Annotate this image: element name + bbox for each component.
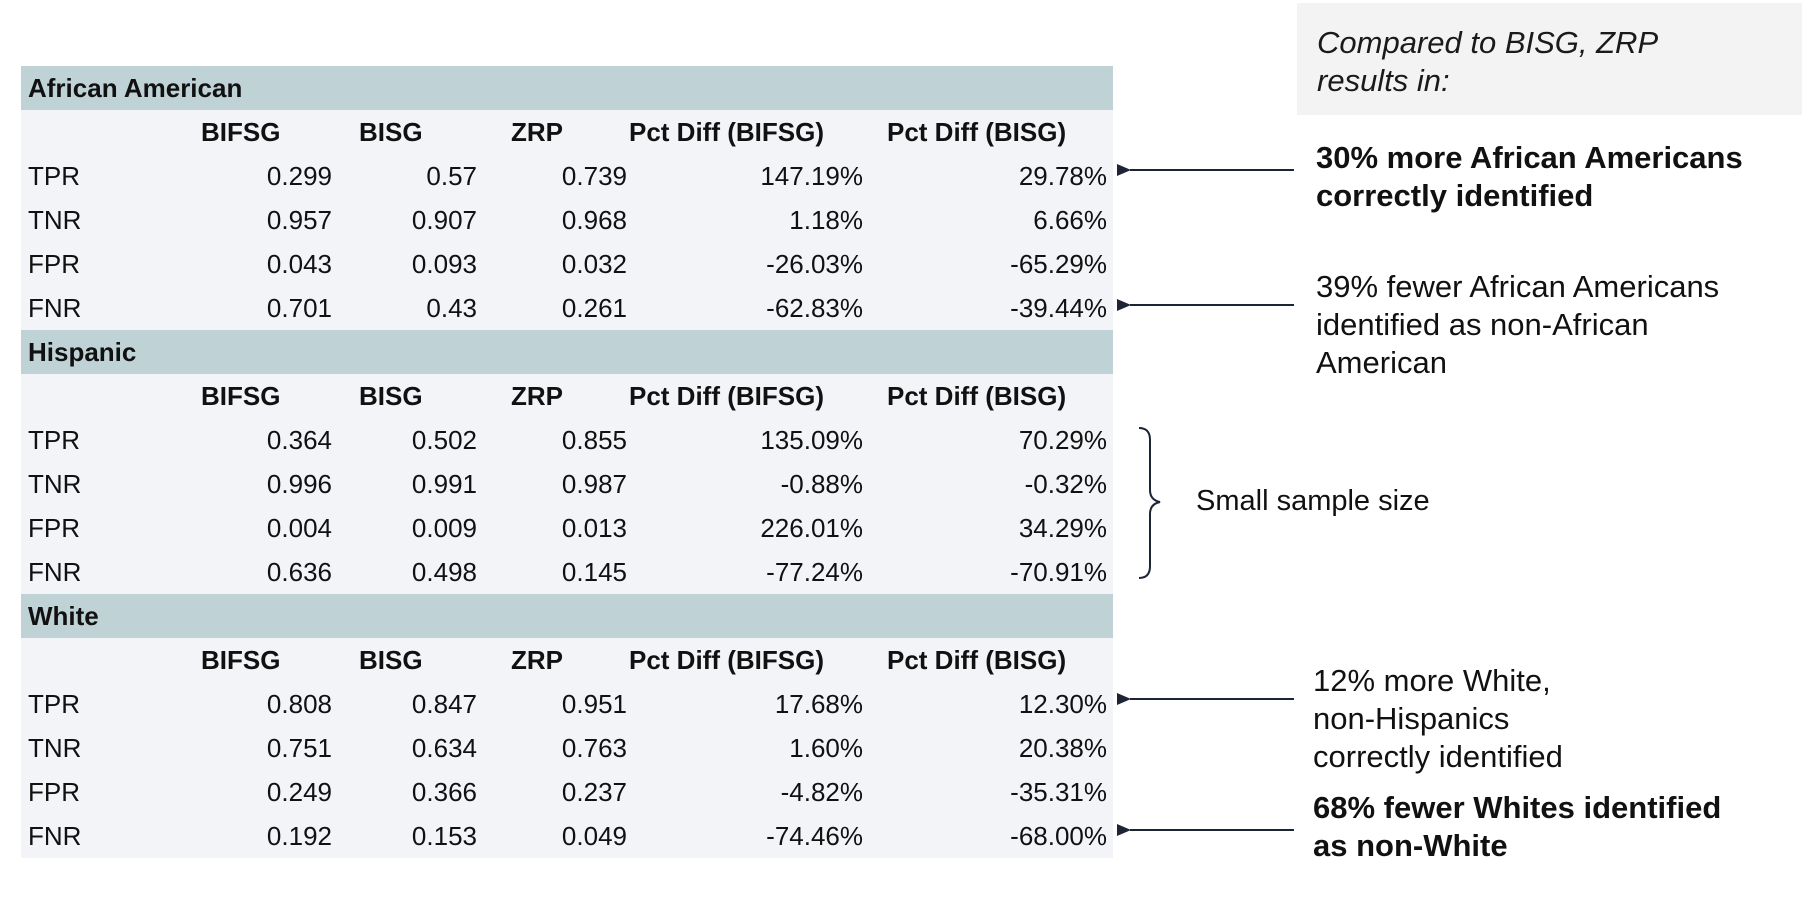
cell-bisg: 0.57 xyxy=(426,161,477,191)
cell-pct-diff-bisg: 6.66% xyxy=(1033,205,1107,235)
cell-metric: FPR xyxy=(28,249,80,279)
header-bifsg: BIFSG xyxy=(201,381,281,411)
cell-metric: FNR xyxy=(28,821,82,851)
cell-bifsg: 0.808 xyxy=(266,689,332,719)
cell-metric: TPR xyxy=(28,161,80,191)
header-zrp: ZRP xyxy=(511,381,563,411)
cell-bifsg: 0.043 xyxy=(266,249,332,279)
cell-zrp: 0.763 xyxy=(561,733,627,763)
section-header: African American xyxy=(21,66,1113,110)
cell-bisg: 0.634 xyxy=(411,733,477,763)
cell-metric: TNR xyxy=(28,469,82,499)
annotation-line: correctly identified xyxy=(1316,178,1594,213)
cell-pct-diff-bifsg: -4.82% xyxy=(780,777,863,807)
header-bisg: BISG xyxy=(359,381,423,411)
cell-bisg: 0.366 xyxy=(411,777,477,807)
cell-zrp: 0.032 xyxy=(561,249,627,279)
cell-zrp: 0.261 xyxy=(561,293,627,323)
cell-bisg: 0.847 xyxy=(411,689,477,719)
annotation-line: non-Hispanics xyxy=(1313,701,1510,736)
cell-metric: TNR xyxy=(28,733,82,763)
cell-pct-diff-bisg: -39.44% xyxy=(1010,293,1107,323)
cell-pct-diff-bifsg: -77.24% xyxy=(766,557,863,587)
cell-pct-diff-bifsg: 1.18% xyxy=(789,205,863,235)
header-pct-diff-bisg: Pct Diff (BISG) xyxy=(887,645,1067,675)
annotation-line: as non-White xyxy=(1313,828,1508,863)
annotation-line: 39% fewer African Americans xyxy=(1316,269,1720,304)
cell-pct-diff-bisg: -68.00% xyxy=(1010,821,1107,851)
callout-line-1: Compared to BISG, ZRP xyxy=(1317,25,1659,60)
cell-pct-diff-bisg: 70.29% xyxy=(1018,425,1107,455)
cell-bifsg: 0.751 xyxy=(266,733,332,763)
cell-bisg: 0.502 xyxy=(411,425,477,455)
cell-zrp: 0.739 xyxy=(561,161,627,191)
annotation-line: identified as non-African xyxy=(1316,307,1649,342)
cell-zrp: 0.855 xyxy=(561,425,627,455)
cell-bifsg: 0.957 xyxy=(266,205,332,235)
cell-metric: TPR xyxy=(28,689,80,719)
header-pct-diff-bifsg: Pct Diff (BIFSG) xyxy=(629,381,824,411)
cell-bifsg: 0.996 xyxy=(266,469,332,499)
cell-bifsg: 0.299 xyxy=(266,161,332,191)
header-pct-diff-bisg: Pct Diff (BISG) xyxy=(887,381,1067,411)
cell-metric: FPR xyxy=(28,777,80,807)
header-pct-diff-bisg: Pct Diff (BISG) xyxy=(887,117,1067,147)
cell-metric: TNR xyxy=(28,205,82,235)
cell-pct-diff-bisg: 34.29% xyxy=(1018,513,1107,543)
cell-pct-diff-bisg: 12.30% xyxy=(1018,689,1107,719)
cell-pct-diff-bisg: -35.31% xyxy=(1010,777,1107,807)
cell-zrp: 0.145 xyxy=(561,557,627,587)
cell-bisg: 0.009 xyxy=(411,513,477,543)
annotation-line: 30% more African Americans xyxy=(1316,140,1743,175)
cell-pct-diff-bifsg: -26.03% xyxy=(766,249,863,279)
section-header: Hispanic xyxy=(21,330,1113,374)
header-zrp: ZRP xyxy=(511,645,563,675)
cell-bifsg: 0.004 xyxy=(266,513,332,543)
header-bifsg: BIFSG xyxy=(201,645,281,675)
cell-pct-diff-bifsg: 147.19% xyxy=(760,161,863,191)
cell-zrp: 0.968 xyxy=(561,205,627,235)
cell-pct-diff-bifsg: 135.09% xyxy=(760,425,863,455)
cell-pct-diff-bisg: 20.38% xyxy=(1018,733,1107,763)
cell-metric: FNR xyxy=(28,293,82,323)
cell-bisg: 0.093 xyxy=(411,249,477,279)
callout-line-2: results in: xyxy=(1317,63,1450,98)
header-bisg: BISG xyxy=(359,117,423,147)
section-header: White xyxy=(21,594,1113,638)
cell-zrp: 0.951 xyxy=(561,689,627,719)
cell-pct-diff-bifsg: 1.60% xyxy=(789,733,863,763)
cell-zrp: 0.237 xyxy=(561,777,627,807)
cell-zrp: 0.013 xyxy=(561,513,627,543)
cell-pct-diff-bifsg: 226.01% xyxy=(760,513,863,543)
cell-pct-diff-bifsg: 17.68% xyxy=(774,689,863,719)
annotation-line: Small sample size xyxy=(1196,485,1430,517)
cell-bifsg: 0.701 xyxy=(266,293,332,323)
header-pct-diff-bifsg: Pct Diff (BIFSG) xyxy=(629,117,824,147)
cell-pct-diff-bisg: -65.29% xyxy=(1010,249,1107,279)
cell-bifsg: 0.636 xyxy=(266,557,332,587)
brace-icon xyxy=(1139,428,1160,578)
cell-bisg: 0.153 xyxy=(411,821,477,851)
annotation-line: 12% more White, xyxy=(1313,663,1551,698)
header-bisg: BISG xyxy=(359,645,423,675)
cell-bifsg: 0.192 xyxy=(266,821,332,851)
cell-metric: TPR xyxy=(28,425,80,455)
cell-metric: FNR xyxy=(28,557,82,587)
cell-zrp: 0.987 xyxy=(561,469,627,499)
cell-pct-diff-bifsg: -74.46% xyxy=(766,821,863,851)
header-zrp: ZRP xyxy=(511,117,563,147)
header-bifsg: BIFSG xyxy=(201,117,281,147)
cell-metric: FPR xyxy=(28,513,80,543)
cell-bisg: 0.498 xyxy=(411,557,477,587)
cell-pct-diff-bisg: 29.78% xyxy=(1018,161,1107,191)
header-pct-diff-bifsg: Pct Diff (BIFSG) xyxy=(629,645,824,675)
cell-pct-diff-bisg: -70.91% xyxy=(1010,557,1107,587)
cell-pct-diff-bisg: -0.32% xyxy=(1024,469,1107,499)
cell-pct-diff-bifsg: -0.88% xyxy=(780,469,863,499)
cell-zrp: 0.049 xyxy=(561,821,627,851)
cell-bisg: 0.43 xyxy=(426,293,477,323)
cell-pct-diff-bifsg: -62.83% xyxy=(766,293,863,323)
annotation-line: 68% fewer Whites identified xyxy=(1313,790,1722,825)
annotation-line: American xyxy=(1316,345,1447,380)
cell-bifsg: 0.249 xyxy=(266,777,332,807)
cell-bifsg: 0.364 xyxy=(266,425,332,455)
cell-bisg: 0.991 xyxy=(411,469,477,499)
cell-bisg: 0.907 xyxy=(411,205,477,235)
annotation-line: correctly identified xyxy=(1313,739,1563,774)
